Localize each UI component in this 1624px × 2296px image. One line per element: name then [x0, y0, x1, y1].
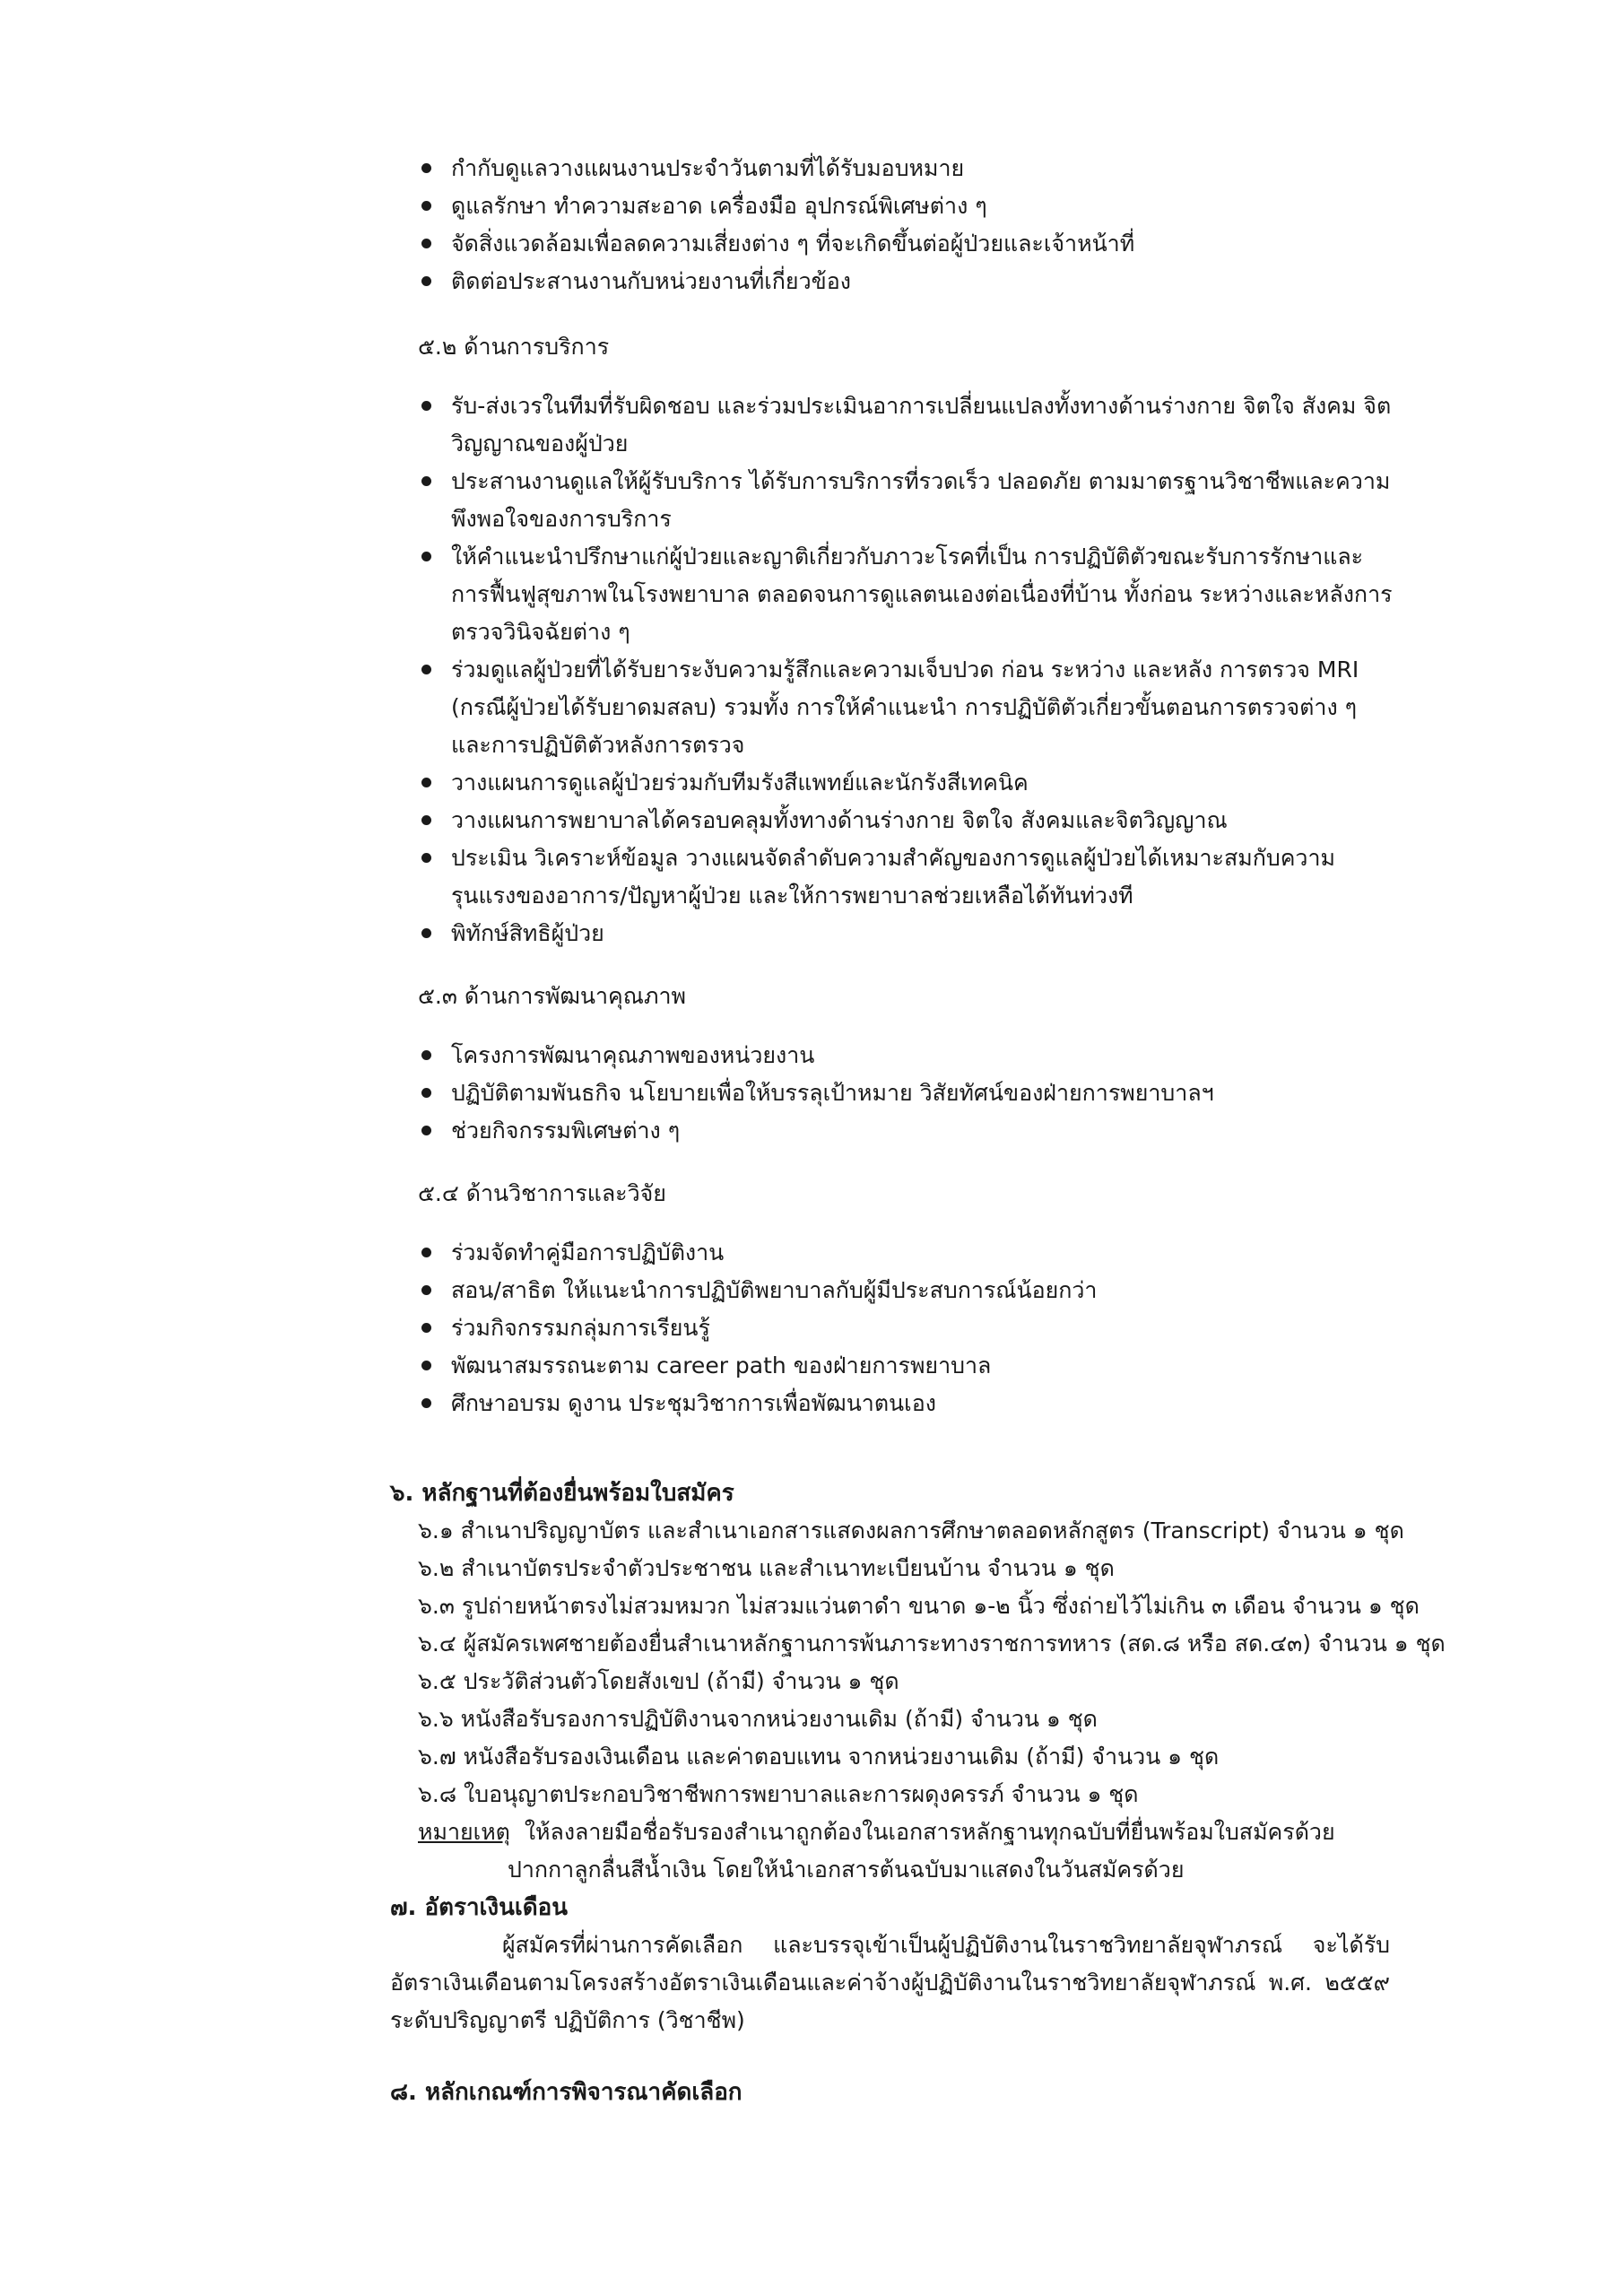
bullet-icon: [421, 163, 431, 173]
document-item: ๖.๒ สำเนาบัตรประจำตัวประชาชน และสำเนาทะเบียนบ้าน จำนวน ๑ ชุด: [418, 1555, 1115, 1581]
bullet-icon: [421, 201, 431, 211]
document-item: ๖.๘ ใบอนุญาตประกอบวิชาชีพการพยาบาลและการผดุงครรภ์ จำนวน ๑ ชุด: [418, 1781, 1139, 1807]
document-item: ๖.๗ หนังสือรับรองเงินเดือน และค่าตอบแทน จากหน่วยงานเดิม (ถ้ามี) จำนวน ๑ ชุด: [418, 1744, 1220, 1770]
list-item-text: กำกับดูแลวางแผนงานประจำวันตามที่ได้รับมอบหมาย: [451, 155, 965, 181]
bullet-icon: [421, 815, 431, 825]
list-item-text: วางแผนการดูแลผู้ป่วยร่วมกับทีมรังสีแพทย์และนักรังสีเทคนิค: [451, 770, 1029, 796]
list-item: [0, 387, 1393, 463]
section-7-title: ๗. อัตราเงินเดือน: [390, 1894, 569, 1921]
list-item-text: ร่วมดูแลผู้ป่วยที่ได้รับยาระงับความรู้สึกและความเจ็บปวด ก่อน ระหว่าง และหลัง การตรวจ MRI (กรณีผู้ป่วยได้รับยาดมสลบ) รวมทั้ง การให้คำแนะนำ การปฏิบัติตัวเกี่ยวขั้นตอนการตรวจต่าง ๆ และการปฏิบัติตัวหลังการตรวจ: [451, 657, 1359, 758]
section-6-title: ๖. หลักฐานที่ต้องยื่นพร้อมใบสมัคร: [390, 1480, 734, 1507]
list-item: [0, 1385, 1393, 1422]
list-item-text: พัฒนาสมรรถนะตาม career path ของฝ่ายการพยาบาล: [451, 1352, 992, 1378]
note-line-continued: ปากกาลูกลื่นสีน้ำเงิน โดยให้นำเอกสารต้นฉบับมาแสดงในวันสมัครด้วย: [508, 1857, 1185, 1883]
bullet-icon: [421, 1126, 431, 1135]
list-item: [0, 1037, 1393, 1074]
list-item: [0, 225, 1393, 263]
bullet-icon: [421, 665, 431, 674]
list-item: [0, 150, 1393, 187]
list-item: [0, 1074, 1393, 1112]
academic-list: [0, 1234, 1393, 1422]
list-item-text: ติดต่อประสานงานกับหน่วยงานที่เกี่ยวข้อง: [451, 268, 851, 294]
heading-5-4: ๕.๔ ด้านวิชาการและวิจัย: [418, 1180, 666, 1206]
list-item: [0, 1112, 1393, 1150]
bullet-icon: [421, 853, 431, 863]
list-item-text: ร่วมจัดทำคู่มือการปฏิบัติงาน: [451, 1239, 725, 1265]
list-item-text: โครงการพัฒนาคุณภาพของหน่วยงาน: [451, 1042, 815, 1068]
list-item-text: รับ-ส่งเวรในทีมที่รับผิดชอบ และร่วมประเมินอาการเปลี่ยนแปลงทั้งทางด้านร่างกาย จิตใจ สังคม จิตวิญญาณของผู้ป่วย: [451, 393, 1392, 457]
bullet-icon: [421, 276, 431, 286]
list-item-text: ช่วยกิจกรรมพิเศษต่าง ๆ: [451, 1118, 681, 1144]
document-item: ๖.๑ สำเนาปริญญาบัตร และสำเนาเอกสารแสดงผลการศึกษาตลอดหลักสูตร (Transcript) จำนวน ๑ ชุด: [418, 1518, 1404, 1544]
list-item-text: ประสานงานดูแลให้ผู้รับบริการ ได้รับการบริการที่รวดเร็ว ปลอดภัย ตามมาตรฐานวิชาชีพและความพึงพอใจของการบริการ: [451, 468, 1391, 532]
list-item: [0, 1234, 1393, 1272]
list-item: [0, 1309, 1393, 1347]
section-8-title: ๘. หลักเกณฑ์การพิจารณาคัดเลือก: [390, 2079, 743, 2106]
list-item-text: ศึกษาอบรม ดูงาน ประชุมวิชาการเพื่อพัฒนาตนเอง: [451, 1390, 936, 1416]
list-item-text: ร่วมกิจกรรมกลุ่มการเรียนรู้: [451, 1315, 710, 1341]
list-item: [0, 915, 1393, 952]
list-item-text: วางแผนการพยาบาลได้ครอบคลุมทั้งทางด้านร่างกาย จิตใจ สังคมและจิตวิญญาณ: [451, 807, 1228, 833]
bullet-icon: [421, 1323, 431, 1333]
note-label: หมายเหตุ: [418, 1819, 510, 1845]
quality-list: [0, 1037, 1393, 1150]
note-text: ให้ลงลายมือชื่อรับรองสำเนาถูกต้องในเอกสารหลักฐานทุกฉบับที่ยื่นพร้อมใบสมัครด้วย: [524, 1819, 1335, 1845]
heading-5-3: ๕.๓ ด้านการพัฒนาคุณภาพ: [418, 983, 686, 1009]
service-list: [0, 387, 1393, 952]
document-item: ๖.๖ หนังสือรับรองการปฏิบัติงานจากหน่วยงานเดิม (ถ้ามี) จำนวน ๑ ชุด: [418, 1706, 1098, 1732]
list-item: [0, 463, 1393, 538]
list-item: [0, 764, 1393, 802]
bullet-icon: [421, 401, 431, 411]
salary-paragraph: [390, 1926, 1390, 2039]
document-item: ๖.๓ รูปถ่ายหน้าตรงไม่สวมหมวก ไม่สวมแว่นตาดำ ขนาด ๑-๒ นิ้ว ซึ่งถ่ายไว้ไม่เกิน ๓ เดือน จำนวน ๑ ชุด: [418, 1593, 1420, 1619]
list-item: [0, 802, 1393, 839]
list-item: [0, 263, 1393, 300]
bullet-icon: [421, 928, 431, 938]
list-item: [0, 839, 1393, 915]
bullet-icon: [421, 239, 431, 248]
heading-5-2: ๕.๒ ด้านการบริการ: [418, 334, 610, 360]
bullet-icon: [421, 1050, 431, 1060]
list-item: [0, 538, 1393, 651]
duties-list: [0, 150, 1393, 300]
list-item: [0, 1347, 1393, 1385]
bullet-icon: [421, 1285, 431, 1295]
list-item: [0, 651, 1393, 764]
document-item: ๖.๕ ประวัติส่วนตัวโดยสังเขป (ถ้ามี) จำนวน ๑ ชุด: [418, 1668, 899, 1694]
document-item: ๖.๔ ผู้สมัครเพศชายต้องยื่นสำเนาหลักฐานการพ้นภาระทางราชการทหาร (สด.๘ หรือ สด.๔๓) จำนวน ๑ ชุด: [418, 1631, 1446, 1657]
bullet-icon: [421, 1398, 431, 1408]
list-item: [0, 1272, 1393, 1309]
bullet-icon: [421, 476, 431, 486]
bullet-icon: [421, 778, 431, 787]
list-item-text: ปฏิบัติตามพันธกิจ นโยบายเพื่อให้บรรลุเป้าหมาย วิสัยทัศน์ของฝ่ายการพยาบาลฯ: [451, 1080, 1214, 1106]
list-item: [0, 187, 1393, 225]
list-item-text: ดูแลรักษา ทำความสะอาด เครื่องมือ อุปกรณ์พิเศษต่าง ๆ: [451, 193, 987, 219]
list-item-text: พิทักษ์สิทธิผู้ป่วย: [451, 920, 604, 946]
list-item-text: จัดสิ่งแวดล้อมเพื่อลดความเสี่ยงต่าง ๆ ที่จะเกิดขึ้นต่อผู้ป่วยและเจ้าหน้าที่: [451, 230, 1135, 257]
salary-text: ผู้สมัครที่ผ่านการคัดเลือก และบรรจุเข้าเป็นผู้ปฏิบัติงานในราชวิทยาลัยจุฬาภรณ์ จะได้รับอัตราเงินเดือนตามโครงสร้างอัตราเงินเดือนและค่าจ้างผู้ปฏิบัติงานในราชวิทยาลัยจุฬาภรณ์ พ.ศ. ๒๕๕๙ ระดับปริญญาตรี ปฏิบัติการ (วิชาชีพ): [390, 1932, 1390, 2033]
list-item-text: ประเมิน วิเคราะห์ข้อมูล วางแผนจัดลำดับความสำคัญของการดูแลผู้ป่วยได้เหมาะสมกับความรุนแรงของอาการ/ปัญหาผู้ป่วย และให้การพยาบาลช่วยเหลือได้ทันท่วงที: [451, 845, 1335, 909]
list-item-text: สอน/สาธิต ให้แนะนำการปฏิบัติพยาบาลกับผู้มีประสบการณ์น้อยกว่า: [451, 1277, 1098, 1303]
bullet-icon: [421, 1248, 431, 1257]
bullet-icon: [421, 552, 431, 561]
list-item-text: ให้คำแนะนำปรึกษาแก่ผู้ป่วยและญาติเกี่ยวกับภาวะโรคที่เป็น การปฏิบัติตัวขณะรับการรักษาและการฟื้นฟูสุขภาพในโรงพยาบาล ตลอดจนการดูแลตนเองต่อเนื่องที่บ้าน ทั้งก่อน ระหว่างและหลังการตรวจวินิจฉัยต่าง ๆ: [451, 544, 1393, 645]
note-line: [418, 1813, 1335, 1851]
bullet-icon: [421, 1088, 431, 1098]
bullet-icon: [421, 1361, 431, 1370]
